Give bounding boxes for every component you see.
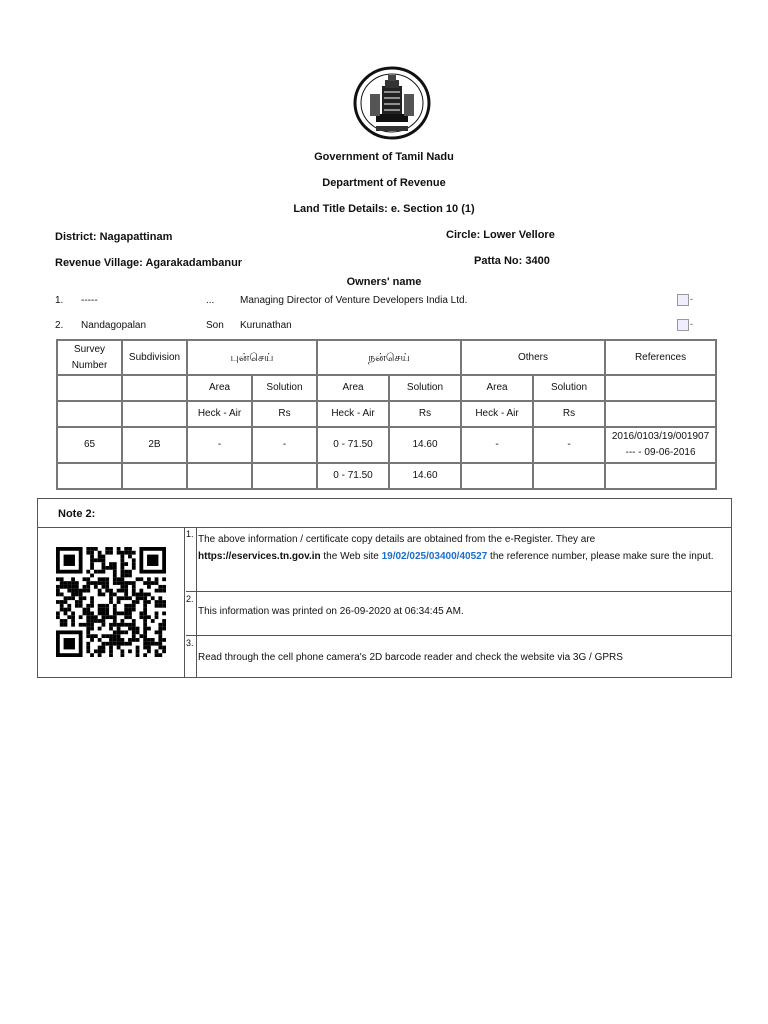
total-nansai-solution-cell: 14.60: [389, 463, 461, 489]
area-subheader: Area: [317, 375, 389, 401]
area-unit: Heck - Air: [187, 401, 252, 427]
revenue-village-label: Revenue Village: Agarakadambanur: [55, 257, 243, 269]
department-heading: Department of Revenue: [322, 177, 446, 189]
note-item: [186, 527, 731, 591]
table-subheader-row: [57, 375, 716, 401]
solution-unit: Rs: [533, 401, 605, 427]
reference-number-link[interactable]: 19/02/025/03400/40527: [381, 551, 488, 562]
area-subheader: Area: [461, 375, 533, 401]
reference-line: 2016/0103/19/001907: [611, 431, 710, 442]
owner-relative: Kurunathan: [240, 320, 292, 331]
table-total-row: [57, 463, 716, 489]
owner-number: 1.: [55, 295, 64, 306]
punsai-solution-cell: -: [252, 427, 317, 463]
note-item: [186, 591, 731, 635]
note-text-part: the reference number, please make sure the input.: [487, 551, 714, 562]
nansai-header: நன்செய்: [317, 340, 461, 375]
note-text: This information was printed on 26-09-2020 at 06:34:45 AM.: [198, 606, 464, 617]
area-unit: Heck - Air: [461, 401, 533, 427]
owner-name: -----: [81, 295, 98, 306]
subdivision-header: Subdivision: [122, 340, 187, 375]
tamil-nadu-emblem-icon: [352, 66, 432, 140]
others-solution-cell: -: [533, 427, 605, 463]
subdivision-cell: 2B: [122, 427, 187, 463]
punsai-area-cell: -: [187, 427, 252, 463]
land-title-heading: Land Title Details: e. Section 10 (1): [293, 203, 475, 215]
note-text: Read through the cell phone camera's 2D barcode reader and check the website via 3G / GPRS: [198, 652, 623, 663]
land-details-table: [56, 339, 717, 490]
notes-section: [37, 498, 732, 678]
owner-photo-alt: -: [690, 294, 693, 304]
owner-photo-alt: -: [690, 319, 693, 329]
solution-unit: Rs: [252, 401, 317, 427]
note-number: 1.: [186, 529, 194, 539]
note-item: [186, 635, 731, 678]
area-subheader: Area: [187, 375, 252, 401]
notes-title: Note 2:: [58, 508, 96, 520]
note-number: 3.: [186, 638, 194, 648]
circle-label: Circle: Lower Vellore: [446, 229, 555, 241]
owner-number: 2.: [55, 320, 64, 331]
patta-number-label: Patta No: 3400: [474, 255, 550, 267]
others-header: Others: [461, 340, 605, 375]
reference-line: --- - 09-06-2016: [625, 447, 696, 458]
owner-relation: ...: [206, 295, 215, 306]
owner-photo-placeholder: [677, 294, 697, 308]
note-text-part: The above information / certificate copy details are obtained from the e-Register. They are: [198, 534, 596, 545]
note-text: [198, 531, 725, 565]
references-header: References: [605, 340, 716, 375]
owners-heading: Owners' name: [346, 276, 422, 288]
table-header-row: [57, 340, 716, 375]
nansai-solution-cell: 14.60: [389, 427, 461, 463]
area-unit: Heck - Air: [317, 401, 389, 427]
solution-unit: Rs: [389, 401, 461, 427]
owner-name: Nandagopalan: [81, 320, 147, 331]
owner-relation: Son: [206, 320, 224, 331]
government-heading: Government of Tamil Nadu: [314, 151, 454, 163]
solution-subheader: Solution: [533, 375, 605, 401]
note-number: 2.: [186, 594, 194, 604]
others-area-cell: -: [461, 427, 533, 463]
table-row: [57, 427, 716, 463]
nansai-area-cell: 0 - 71.50: [317, 427, 389, 463]
solution-subheader: Solution: [389, 375, 461, 401]
survey-number-header: Survey Number: [57, 340, 122, 375]
owner-photo-placeholder: [677, 319, 697, 333]
owner-relative: Managing Director of Venture Developers India Ltd.: [240, 295, 468, 306]
punsai-header: புன்செய்: [187, 340, 317, 375]
website-link[interactable]: https://eservices.tn.gov.in: [198, 551, 321, 562]
total-nansai-area-cell: 0 - 71.50: [317, 463, 389, 489]
solution-subheader: Solution: [252, 375, 317, 401]
table-units-row: [57, 401, 716, 427]
qr-code-icon: [56, 546, 166, 658]
reference-cell: [605, 427, 716, 463]
survey-number-cell: 65: [57, 427, 122, 463]
note-text-part: the Web site: [320, 551, 382, 562]
district-label: District: Nagapattinam: [55, 231, 173, 243]
